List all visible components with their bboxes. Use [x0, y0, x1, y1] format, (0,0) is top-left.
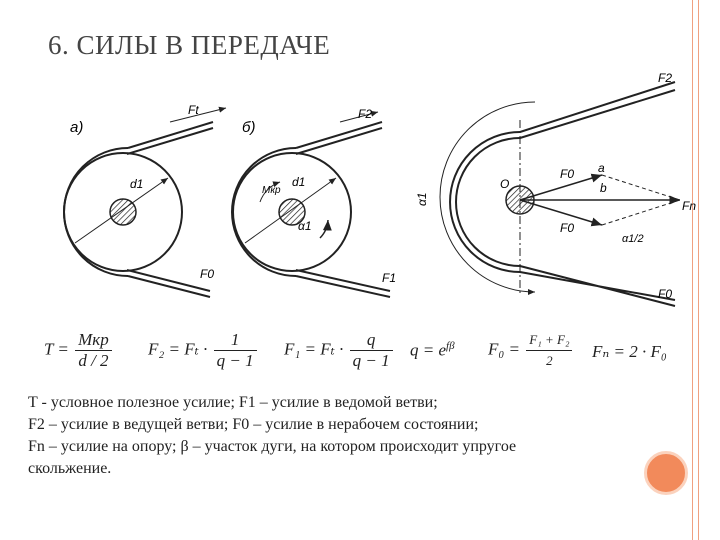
formula-Fn: Fₙ = 2 · F₀: [592, 342, 667, 361]
description-line: F2 – усилие в ведущей ветви; F0 – усилие в нерабочем состоянии;: [28, 416, 479, 433]
decorative-circle: [644, 451, 688, 495]
description-line: Fn – усилие на опору; β – участок дуги, на котором происходит упругое: [28, 438, 517, 455]
label-Ft: Ft: [188, 103, 199, 117]
slide-border-line: [692, 0, 693, 540]
label-F0-c: F0: [658, 287, 673, 301]
description-line: T - условное полезное усилие; F1 – усилие в ведомой ветви;: [28, 394, 438, 411]
label-F2-c: F2: [658, 71, 673, 85]
description-line: скольжение.: [28, 460, 112, 477]
label-F0-a: F0: [200, 267, 215, 281]
label-F0-upper: F0: [560, 167, 575, 181]
label-alpha1-half: α1/2: [622, 233, 644, 245]
label-a: a: [598, 161, 605, 175]
formula-F2: F₂ = Fₜ · $\frac{1}{q - 1}$: [148, 330, 259, 371]
label-F0-lower: F0: [560, 221, 575, 235]
label-alpha1-b: α1: [298, 219, 312, 233]
label-d1-a: d1: [130, 177, 144, 191]
label-F1-b: F1: [382, 271, 397, 285]
label-O: O: [500, 177, 510, 191]
label-d1-b: d1: [292, 175, 306, 189]
panel-c-diagram: [415, 71, 696, 306]
panel-b-diagram: [232, 107, 396, 297]
label-Fn: Fn: [682, 199, 697, 213]
formula-F0: F₀ = $\frac{\text{F₁ + F₂}}{2}$: [488, 330, 574, 371]
label-alpha1-c: α1: [415, 192, 429, 206]
label-F2-b: F2: [358, 107, 373, 121]
label-b: b: [600, 181, 607, 195]
formula-T: T = $\frac{\text{Мкр}}{d / 2}$: [44, 330, 114, 371]
slide-border-line: [698, 0, 699, 540]
slide-title: 6. СИЛЫ В ПЕРЕДАЧЕ: [48, 30, 331, 60]
belt-b: [296, 122, 390, 297]
belt-c: [520, 82, 675, 306]
formula-q: $q = e^{f\beta}$: [410, 340, 455, 360]
panel-b-label: б): [242, 119, 256, 136]
description-text: [28, 392, 648, 480]
belt-drive-figure: [30, 60, 697, 320]
formula-F1: F₁ = Fₜ · $\frac{q}{q - 1}$: [284, 330, 395, 371]
label-Mkr: Мкр: [262, 185, 281, 196]
panel-a-diagram: [64, 103, 226, 297]
panel-a-label: а): [70, 119, 84, 136]
